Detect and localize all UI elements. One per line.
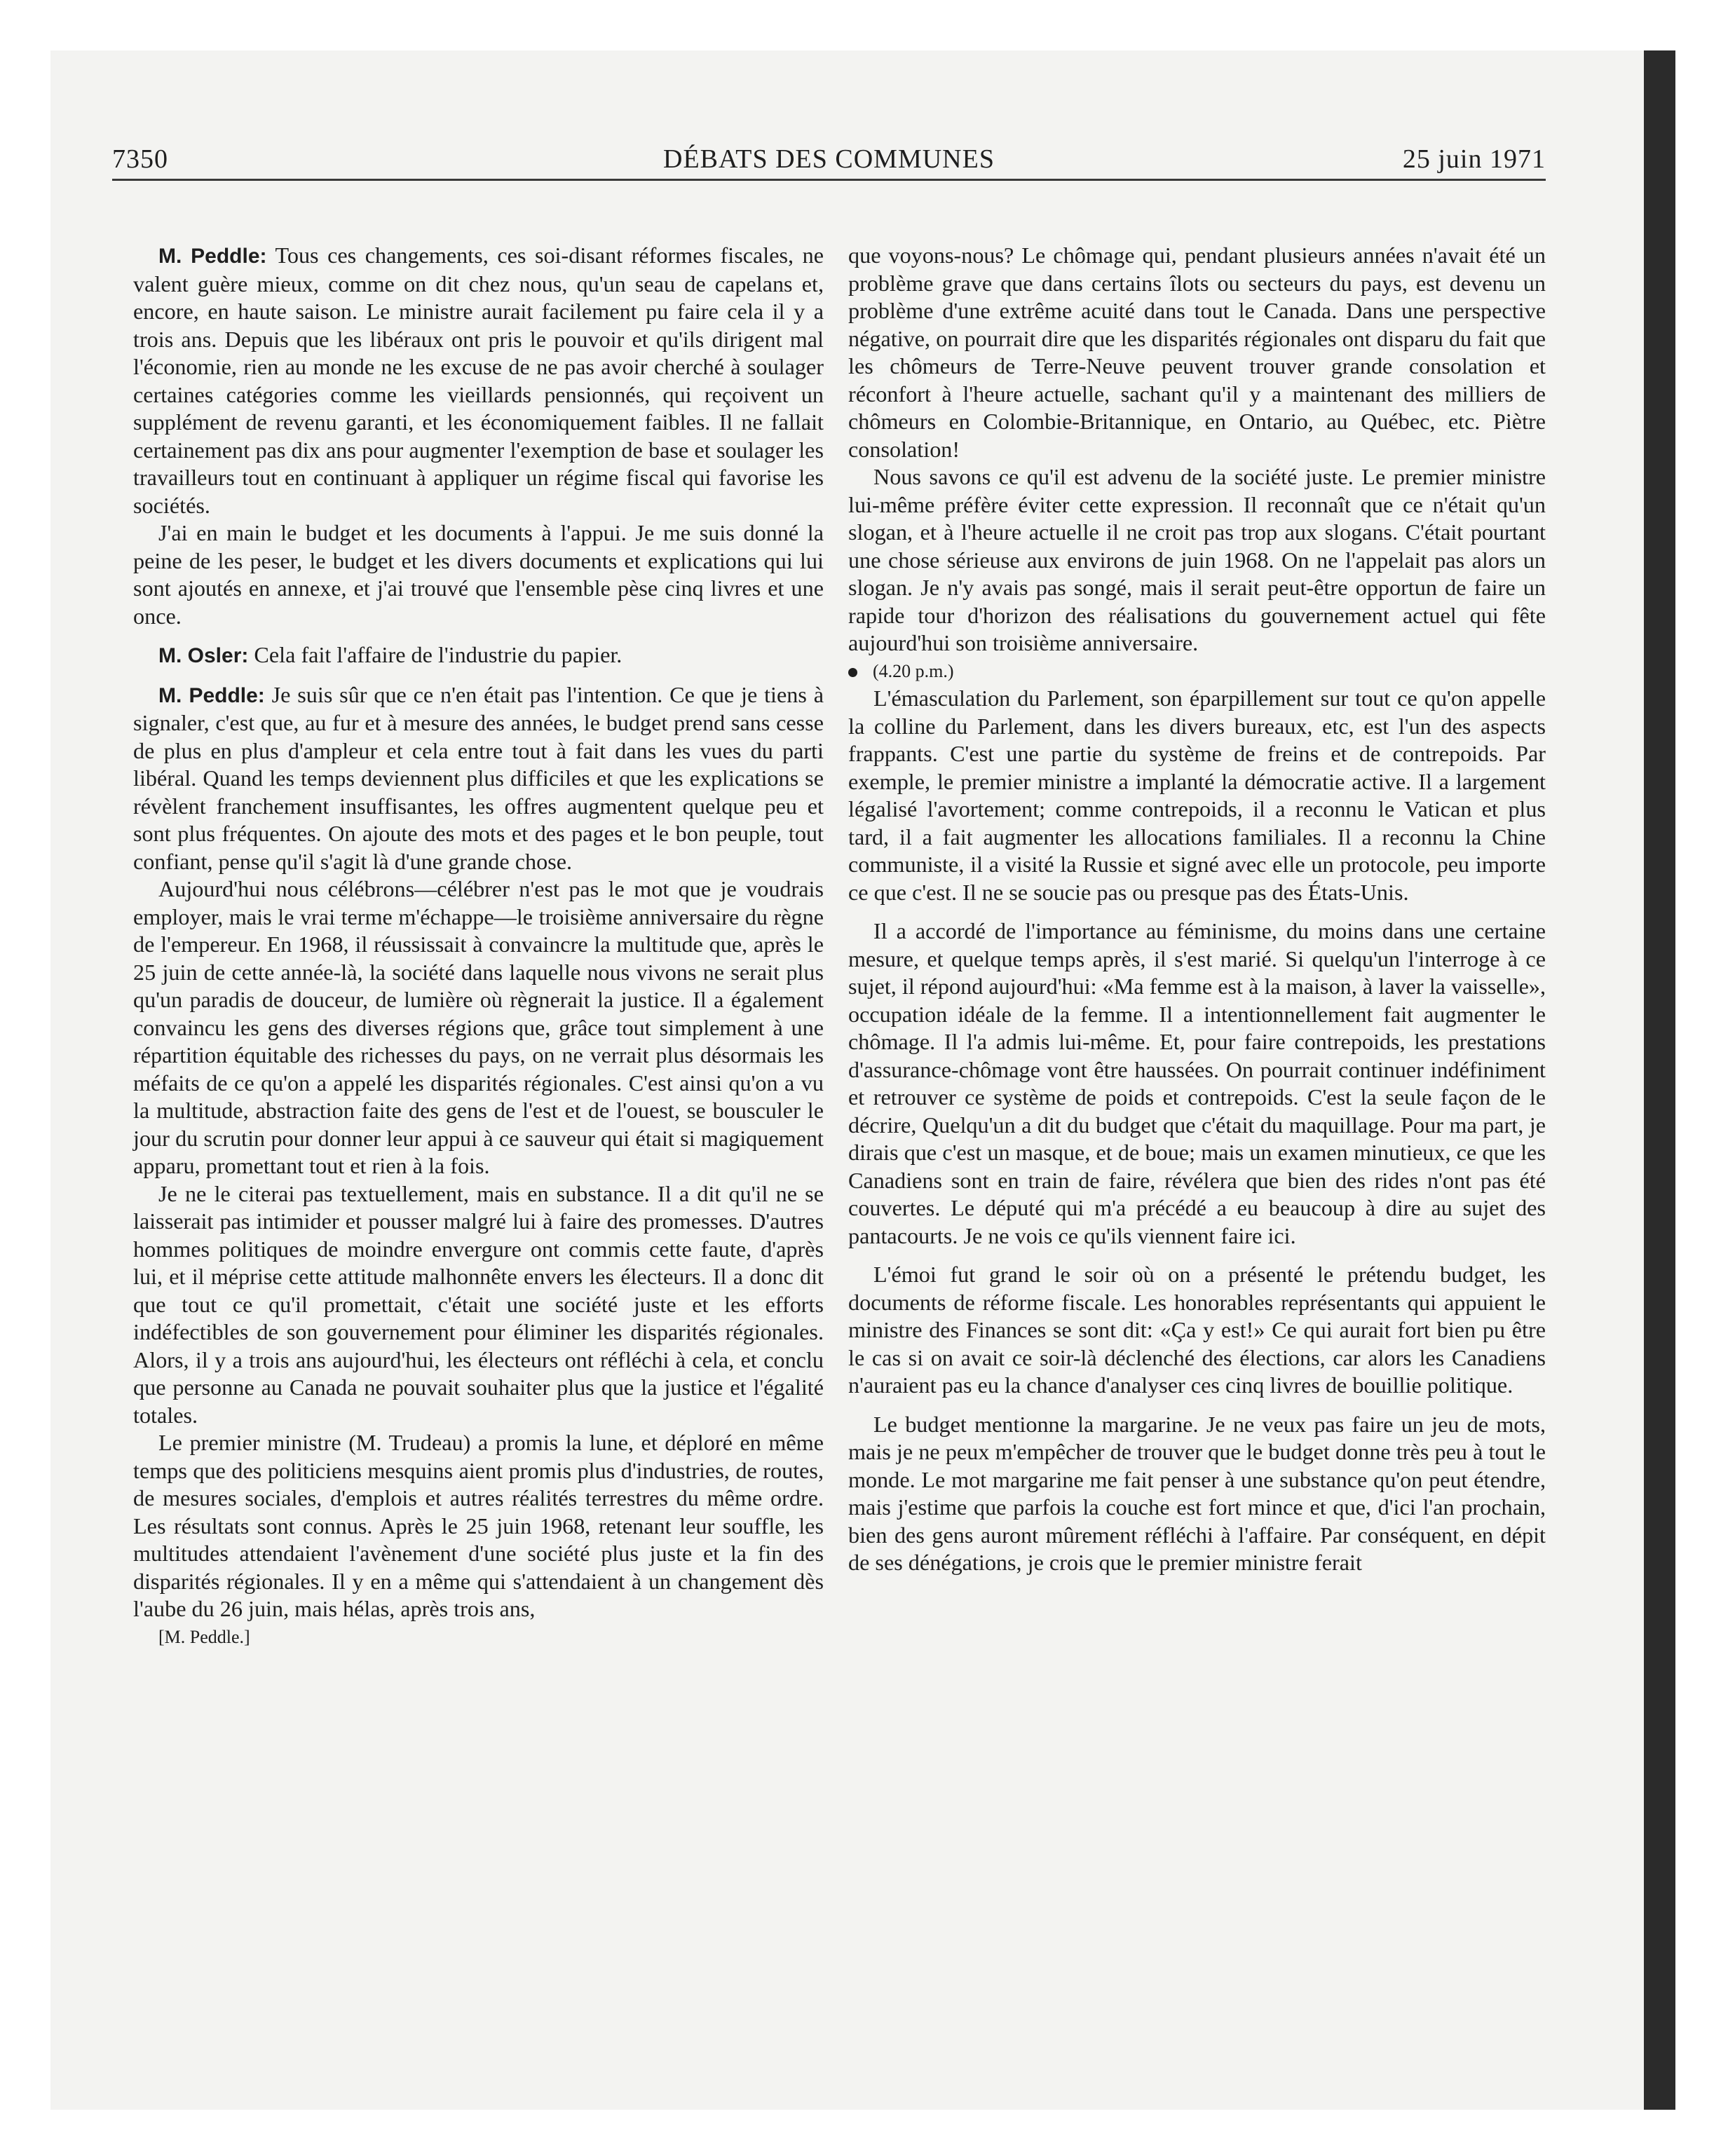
paragraph: que voyons-nous? Le chômage qui, pendant plusieurs années n'avait été un problème grave que dans certains îlots ou secteurs du pays, est devenu un problème d'une extrême acuité dans tout le Canada. Dans une perspective négative, on pourrait dire que les disparités régionales ont disparu du fait que les chômeurs de Terre-Neuve peuvent trouver grande consolation et réconfort à l'heure actuelle, sachant qu'il y a maintenant des milliers de chômeurs en Colombie-Britannique, en Ontario, au Québec, etc. Piètre consolation! — [848, 243, 1546, 462]
page-title: DÉBATS DES COMMUNES — [663, 144, 995, 174]
time-marker — [848, 657, 1546, 685]
paragraph-text: Cela fait l'affaire de l'industrie du papier. — [254, 642, 622, 667]
paragraph — [133, 242, 824, 519]
paragraph — [133, 681, 824, 876]
right-column — [848, 242, 1546, 1577]
scan-edge-shadow — [1644, 50, 1675, 2110]
paragraph: L'émoi fut grand le soir où on a présenté le prétendu budget, les documents de réforme fiscale. Les honorables représentants qui appuient le ministre des Finances se sont dit: «Ça y est!» Ce qui aurait fort bien pu être le cas si on avait ce soir-là déclenché des élections, car alors les Canadiens n'auraient pas eu la chance d'analyser ces cinq livres de bouillie politique. — [848, 1262, 1546, 1398]
page-date: 25 juin 1971 — [1402, 144, 1546, 174]
paragraph: Je ne le citerai pas textuellement, mais en substance. Il a dit qu'il ne se laisserait pas intimider et pousser malgré lui à faire des promesses. D'autres hommes politiques de moindre envergure ont commis cette faute, d'après lui, et il méprise cette attitude malhonnête envers les électeurs. Il a donc dit que tout ce qu'il promettait, c'était une société juste et les efforts indéfectibles de son gouvernement pour éliminer les disparités régionales. Alors, il y a trois ans aujourd'hui, les électeurs ont réfléchi à cela, et conclu que personne au Canada ne pouvait souhaiter plus que la justice et l'égalité totales. — [133, 1180, 824, 1428]
speaker-attribution: [M. Peddle.] — [158, 1626, 250, 1647]
speaker-name: M. Osler: — [158, 644, 249, 667]
paragraph: J'ai en main le budget et les documents à l'appui. Je me suis donné la peine de les peser, le budget et les divers documents et explications qui lui sont ajoutés en annexe, et j'ai trouvé que l'ensemble pèse cinq livres et une once. — [133, 520, 824, 629]
paragraph-text: Tous ces changements, ces soi-disant réformes fiscales, ne valent guère mieux, comme on dit chez nous, qu'un seau de capelans et, encore, en haute saison. Le ministre aurait facilement pu faire cela il y a trois ans. Depuis que les libéraux ont pris le pouvoir et qu'ils dirigent mal l'économie, rien au monde ne les excuse de ne pas avoir cherché à soulager certaines catégories comme les vieillards pensionnés, qui reçoivent un supplément de revenu garanti, et les économiquement faibles. Il ne fallait certainement pas dix ans pour augmenter l'exemption de base et soulager les travailleurs tout en continuant à appliquer un régime fiscal qui favorise les sociétés. — [133, 243, 824, 518]
paragraph: Nous savons ce qu'il est advenu de la société juste. Le premier ministre lui-même préfère éviter cette expression. Il reconnaît que ce n'était qu'un slogan, et à l'heure actuelle il ne croit pas trop aux slogans. C'était pourtant une chose sérieuse aux environs de juin 1968. On ne l'appelait pas alors un slogan. Je n'y avais pas songé, mais il serait peut-être opportun de faire un rapide tour d'horizon des réalisations du gouvernement actuel qui fête aujourd'hui son troisième anniversaire. — [848, 464, 1546, 655]
paragraph: Le premier ministre (M. Trudeau) a promis la lune, et déploré en même temps que des politiciens mesquins aient promis plus d'industries, de routes, de mesures sociales, d'emplois et autres réalités terrestres du même ordre. Les résultats sont connus. Après le 25 juin 1968, retenant leur souffle, les multitudes attendaient l'avènement d'une société plus juste et la fin des disparités régionales. Il y en a même qui s'attendaient à un changement dès l'aube du 26 juin, mais hélas, après trois ans, — [133, 1430, 824, 1621]
paragraph-text: Je suis sûr que ce n'en était pas l'intention. Ce que je tiens à signaler, c'est que, au fur et à mesure des années, le budget prend sans cesse de plus en plus d'ampleur et cela entre tout à fait dans les vues du parti libéral. Quand les temps deviennent plus difficiles et que les explications se révèlent franchement insuffisantes, les offres augmentent quelque peu et sont plus fréquentes. On ajoute des mots et des pages et le bon peuple, tout confiant, pense qu'il s'agit là d'une grande chose. — [133, 681, 824, 874]
paragraph — [133, 641, 824, 670]
page-header — [112, 144, 1546, 181]
paragraph: Aujourd'hui nous célébrons—célébrer n'est pas le mot que je voudrais employer, mais le vrai terme m'échappe—le troisième anniversaire du règne de l'empereur. En 1968, il réussissait à convaincre la multitude que, après le 25 juin de cette année-là, la société dans laquelle nous vivons ne serait plus qu'un paradis de douceur, de lumière où règnerait la justice. Il a également convaincu les gens des diverses régions que, grâce tout simplement à une répartition équitable des richesses du pays, on ne verrait plus désormais les méfaits de ce qu'on a appelé les disparités régionales. C'est ainsi qu'on a vu la multitude, abstraction faite des gens de l'est et de l'ouest, se bousculer le jour du scrutin pour donner leur appui à ce sauveur qui était si magiquement apparu, promettant tout et rien à la fois. — [133, 876, 824, 1178]
page-number: 7350 — [112, 144, 168, 174]
time-marker-text: (4.20 p.m.) — [873, 660, 954, 681]
paragraph: Le budget mentionne la margarine. Je ne veux pas faire un jeu de mots, mais je ne peux m'empêcher de trouver que le budget donne très peu à tout le monde. Le mot margarine me fait penser à une substance qu'on peut étendre, mais j'estime que parfois la couche est fort mince et que, d'ici l'an prochain, bien des gens auront mûrement réfléchi à l'affaire. Par conséquent, en dépit de ses dénégations, je crois que le premier ministre ferait — [848, 1411, 1546, 1575]
paragraph: L'émasculation du Parlement, son éparpillement sur tout ce qu'on appelle la colline du Parlement, dans les divers bureaux, etc, est l'un des aspects frappants. C'est une partie du système de freins et de contrepoids. Par exemple, le premier ministre a implanté la démocratie active. Il a largement légalisé l'avortement; comme contrepoids, il a reconnu le Vatican et plus tard, il a fait augmenter les allocations familiales. Il a reconnu la Chine communiste, il a visité la Russie et signé avec elle un protocole, peu importe ce que c'est. Il ne se soucie pas ou presque pas des États-Unis. — [848, 685, 1546, 905]
left-column — [133, 242, 824, 1651]
speaker-name: M. Peddle: — [158, 245, 267, 268]
bullet-dot-icon — [848, 668, 857, 677]
speaker-name: M. Peddle: — [158, 683, 265, 707]
paragraph: Il a accordé de l'importance au féminisme, du moins dans une certaine mesure, et quelque temps après, il s'est marié. Si quelqu'un l'interroge à ce sujet, il répond aujourd'hui: «Ma femme est à la maison, à laver la vaisselle», occupation idéale de la femme. Il a intentionnellement fait augmenter le chômage. Il l'a admis lui-même. Et, pour faire contrepoids, les prestations d'assurance-chômage vont être haussées. On pourrait continuer indéfiniment et retrouver ce système de poids et contrepoids. C'est la seule façon de le décrire, Quelqu'un a dit du budget que c'était du maquillage. Pour ma part, je dirais que c'est un masque, et de boue; mais un examen minutieux, ce que les Canadiens sont en train de faire, révélera que bien des rides n'ont pas été couvertes. Le député qui m'a précédé a eu beaucoup à dire au sujet des pantacourts. Je ne vois ce qu'ils viennent faire ici. — [848, 918, 1546, 1248]
